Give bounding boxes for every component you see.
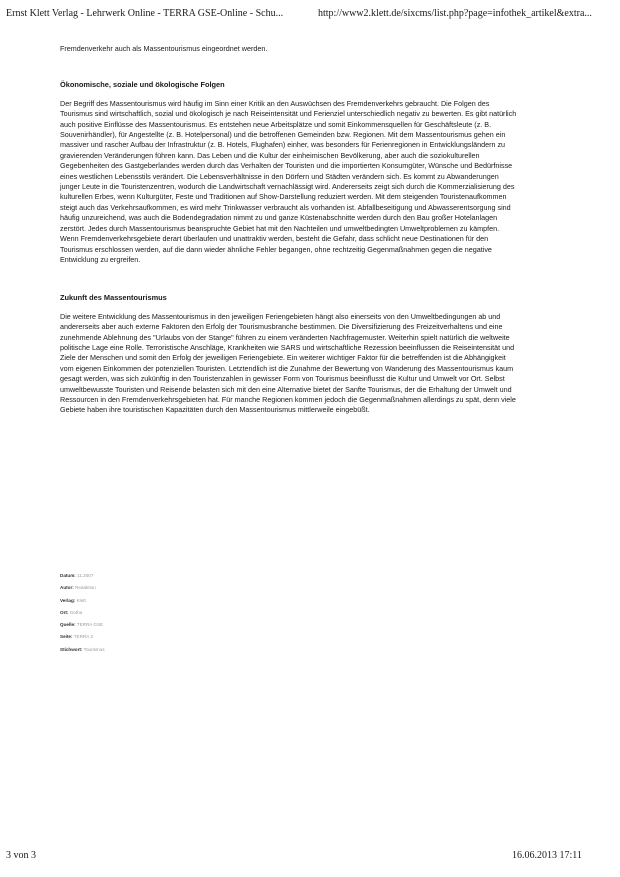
article-content xyxy=(60,40,518,416)
meta-row xyxy=(60,619,105,631)
print-header-title: Ernst Klett Verlag - Lehrwerk Online - TERRA GSE-Online - Schu... xyxy=(6,8,284,19)
meta-value: Tourismus xyxy=(83,646,105,652)
section-body-folgen: Der Begriff des Massentourismus wird häufig im Sinn einer Kritik an den Auswüchsen des Fremdenverkehrs gebraucht. Die Folgen des Tourismus sind wirtschaftlich, sozial und ökologisch je nach Reiseintensität und Ferienziel unterschiedlich negativ zu bewerten. Es gibt natürlich auch positive Einflüsse des Massentourismus. Es entstehen neue Arbeitsplätze und somit Einkommensquellen für Geschäftsleute (z. B. Souvenirhändler), für Angestellte (z. B. Hotelpersonal) und die betroffenen Gemeinden bzw. Regionen. Mit dem Massentourismus gehen ein massiver und rascher Aufbau der Infrastruktur (z. B. Hotels, Flughafen) einher, was besonders für Ferienregionen in Entwicklungsländern zu gravierenden Veränderungen führen kann. Das Leben und die Kultur der einheimischen Bevölkerung, aber auch die soziokulturellen Gegebenheiten des Gastgeberlandes werden durch das Verhalten der Touristen und die importierten Konsumgüter, Wünsche und Bedürfnisse eines westlichen Lebensstils verändert. Die Lebensverhältnisse in den Dörfern und Städten verändern sich. Es kommt zu Abwanderungen junger Leute in die Touristenzentren, wodurch die Landwirtschaft vernachlässigt wird. Andererseits zeigt sich durch die Kommerzialisierung des kulturellen Erbes, wenn Kulturgüter, Feste und Traditionen auf Show-Darstellung reduziert werden. Mit dem steigenden Touristenaufkommen steigt auch das Verkehrsaufkommen, es wird mehr Trinkwasser verbraucht als vorhanden ist. Abfallbeseitigung und Abwasserentsorgung sind häufig unzureichend, was auch die Bodendegradation nimmt zu und ganze Küstenabschnitte werden durch den Bau großer Hotelanlagen zerstört. Jedes durch Massentourismus beanspruchte Gebiet hat mit den Nachteilen und umweltbedingten Umweltproblemen zu kämpfen. Wenn Fremdenverkehrsgebiete derart überlaufen und unattraktiv werden, besteht die Gefahr, dass schlicht neue Destinationen für den Tourismus erschlossen werden, auf die dann wieder ähnliche Fehler begangen, ohne rechtzeitig Gegenmaßnahmen gegen die negative Entwicklung zu ergreifen. xyxy=(60,98,517,264)
meta-row xyxy=(60,582,105,594)
section-body-zukunft: Die weitere Entwicklung des Massentourismus in den jeweiligen Feriengebieten hängt also einerseits von den Umweltbedingungen ab und andererseits aber auch externe Faktoren den Erfolg der Tourismusbranche bestimmen. Die Diversifizierung des Freizeitverhaltens und eine zunehmende Ablehnung des "Urlaubs von der Stange" führen zu einem veränderten Nachfragemuster. Weiterhin spielt natürlich die weltweite politische Lage eine Rolle. Terroristische Anschläge, Krankheiten wie SARS und wirtschaftliche Rezession beeinflussen die Reiseintensität und Ziele der Menschen und somit den Erfolg der jeweiligen Feriengebiete. Ein weiterer wichtiger Faktor für die betreffenden ist die Abhängigkeit vom eigenen Einkommen der potenziellen Touristen. Letztendlich ist die Zunahme der Bewertung von Wanderung des Massentourismus kaum gesagt werden, was sich zukünftig in den Touristenzahlen in gewisser Form von Tourismus beeinflusst die Kultur und Umwelt vor Ort. Selbst umweltbewusste Touristen und Reisende belasten sich mit den eine Alternative bietet der Sanfte Tourismus, der die Erhaltung der Umwelt und Ressourcen in den Fremdenverkehrsgebieten hat. Für manche Regionen kommen jedoch die Gegenmaßnahmen allerdings zu spät, denn viele Gebiete haben ihre touristischen Kapazitäten durch den Massentourismus mittlerweile eingebüßt. xyxy=(60,311,516,415)
meta-label: Datum: xyxy=(60,573,76,578)
meta-value: TERRA GSE xyxy=(76,622,104,628)
intro-paragraph: Fremdenverkehr auch als Massentourismus eingeordnet werden. xyxy=(60,44,268,53)
print-header-url: http://www2.klett.de/sixcms/list.php?page=infothek_artikel&extra... xyxy=(318,8,592,19)
meta-value: Redaktion xyxy=(75,585,96,591)
meta-label: Verlag: xyxy=(60,597,76,603)
meta-value: Klett xyxy=(76,597,86,603)
section-heading-folgen: Ökonomische, soziale und ökologische Folgen xyxy=(60,80,225,90)
meta-label: Quelle: xyxy=(60,622,76,628)
meta-label: Seite: xyxy=(60,634,73,640)
section-heading-zukunft: Zukunft des Massentourismus xyxy=(60,293,167,303)
meta-row xyxy=(60,631,105,643)
meta-value: Gotha xyxy=(69,609,83,615)
meta-row xyxy=(60,644,105,656)
print-footer-page-number: 3 von 3 xyxy=(6,850,36,861)
meta-value: 11.2007 xyxy=(77,573,94,578)
meta-row xyxy=(60,607,105,619)
print-footer-datetime: 16.06.2013 17:11 xyxy=(512,850,582,861)
meta-label: Stichwort: xyxy=(60,646,83,652)
meta-value: TERRA 3 xyxy=(73,634,93,640)
article-metadata xyxy=(60,570,105,656)
meta-row xyxy=(60,595,105,607)
meta-label: Autor: xyxy=(60,585,74,591)
meta-label: Ort: xyxy=(60,609,69,615)
meta-row xyxy=(60,570,105,582)
